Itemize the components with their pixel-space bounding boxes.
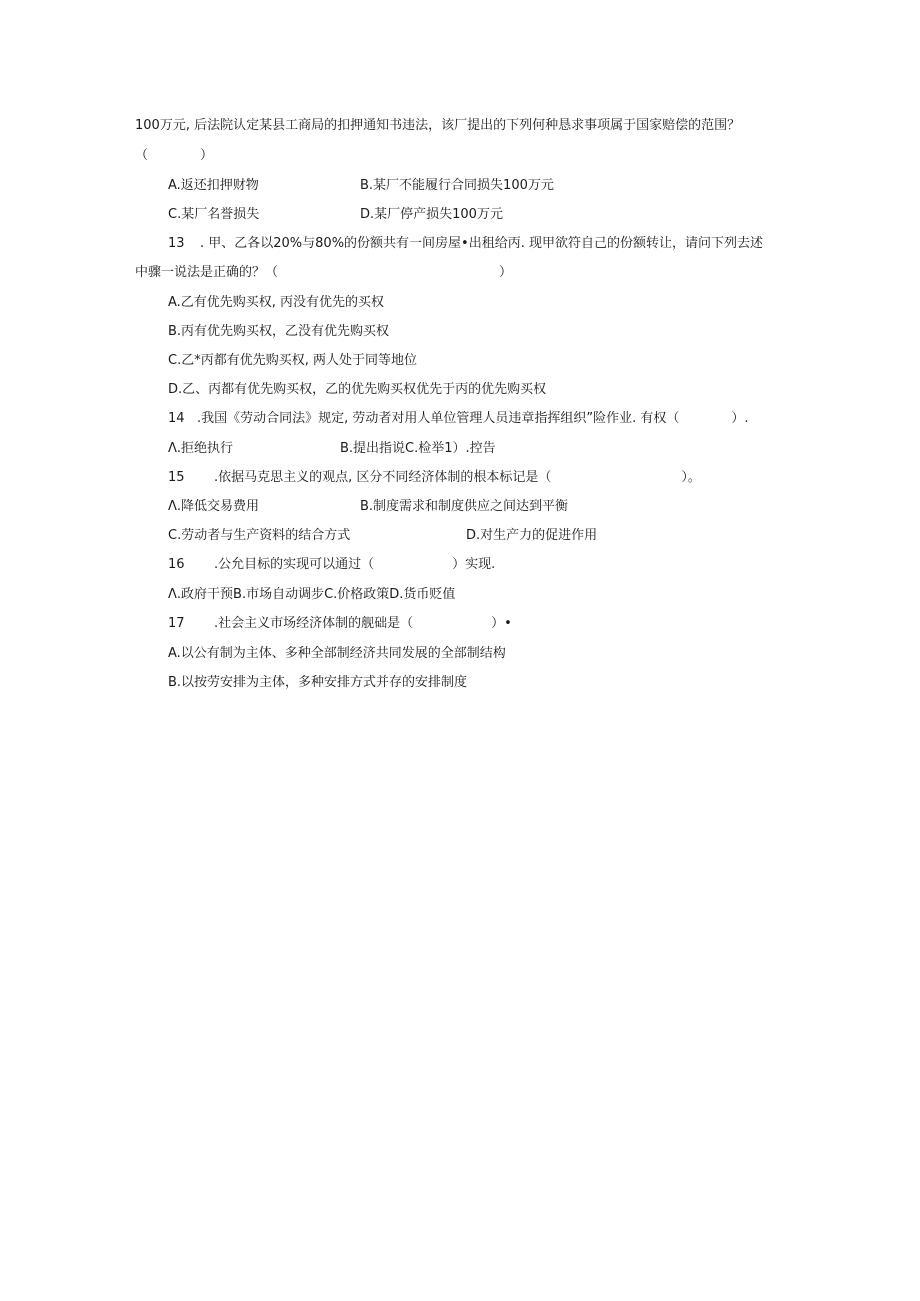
q13-option-a: A.乙有优先购买权, 丙没有优先的买权 xyxy=(168,295,385,310)
q15-stem: .依据马克思主义的观点, 区分不同经济体制的根本标记是（ ）。 xyxy=(214,470,701,485)
q13-number: 13 xyxy=(168,236,185,251)
q16-number: 16 xyxy=(168,557,185,572)
q14-options-bcd: B.提出指说C.检举1）.控告 xyxy=(340,441,496,456)
q17-option-a: A.以公有制为主体、多种全部制经济共同发展的全部制结构 xyxy=(168,646,506,661)
q15-option-d: D.对生产力的促进作用 xyxy=(466,528,598,543)
q14-option-a: Λ.拒绝执行 xyxy=(168,441,234,456)
q12-option-d: D.某厂停产损失100万元 xyxy=(360,207,503,222)
q17-stem: .社会主义市场经济体制的舰础是（ ）• xyxy=(214,616,512,631)
q14-number: 14 xyxy=(168,411,185,426)
q17-option-b: B.以按劳安排为主体，多种安排方式并存的安排制度 xyxy=(168,675,468,690)
q12-option-a: A.返还扣押财物 xyxy=(168,178,259,193)
q13-option-c: C.乙*丙都有优先购买权, 两人处于同等地位 xyxy=(168,353,417,368)
q12-option-c: C.某厂名誉损失 xyxy=(168,207,260,222)
q16-stem: .公允目标的实现可以通过（ ）实现. xyxy=(214,557,496,572)
q13-option-b: B.丙有优先购买权，乙没有优先购买权 xyxy=(168,324,390,339)
q15-option-b: B.制度需求和制度供应之间达到平衡 xyxy=(360,499,569,514)
q13-stem-continued: 中骤一说法是正确的？（ ） xyxy=(135,265,513,280)
q14-stem: .我国《劳动合同法》规定, 劳动者对用人单位管理人员违章指挥组织”险作业. 有权（ ）. xyxy=(197,411,749,426)
q17-number: 17 xyxy=(168,616,185,631)
q15-option-a: Λ.降低交易费用 xyxy=(168,499,260,514)
q15-option-c: C.劳动者与生产资料的结合方式 xyxy=(168,528,351,543)
q12-stem-continued: 100万元, 后法院认定某县工商局的扣押通知书违法，该厂提出的下列何种恳求事项属于国家赔偿的范围？ xyxy=(135,118,741,133)
q12-answer-blank: （ ） xyxy=(135,148,214,163)
q13-option-d: D.乙、丙都有优先购买权，乙的优先购买权优先于丙的优先购买权 xyxy=(168,382,547,397)
q13-stem: . 甲、乙各以20%与80%的份额共有一间房屋•出租给丙. 现甲欲符自己的份额转让，请问下列去述 xyxy=(200,236,763,251)
q12-option-b: B.某厂不能履行合同损失100万元 xyxy=(360,178,554,193)
q16-options: Λ.政府干预B.市场自动调步C.价格政策D.货币贬值 xyxy=(168,587,456,602)
q15-number: 15 xyxy=(168,470,185,485)
